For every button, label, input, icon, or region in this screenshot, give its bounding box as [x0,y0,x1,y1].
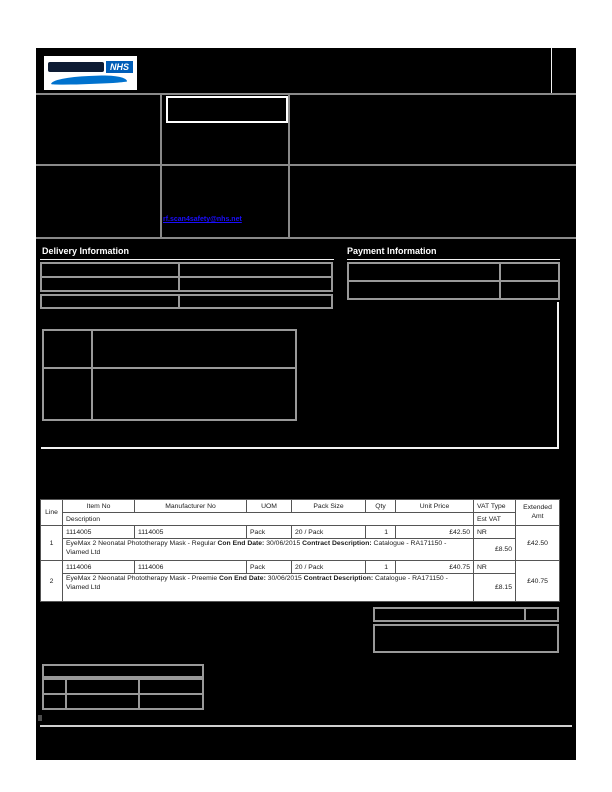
item-unit-price: £42.50 [396,526,474,539]
col-header-item-no: Item No [63,500,135,513]
nhs-wordmark: NHS [106,61,133,73]
desc-contract-value: Catalogue - RA171150 - Viamed Ltd [66,575,448,591]
item-no: 1114006 [63,561,135,574]
footer-cell [44,695,65,708]
desc-contract-label: Contract Description: [302,540,372,547]
item-qty: 1 [366,526,396,539]
delivery-table [40,262,333,292]
items-header-row-1 [41,500,560,513]
footer-table-header [42,664,204,678]
payment-label-cell [349,264,499,280]
organisation-name-redacted [48,62,104,72]
detail-label-cell [44,331,91,367]
footer-table [42,678,204,710]
desc-text: EyeMax 2 Neonatal Phototherapy Mask - Preemie [66,575,218,582]
desc-contract-label: Contract Description: [303,575,374,582]
item-qty: 1 [366,561,396,574]
col-header-qty: Qty [366,500,396,513]
item-no: 1114005 [63,526,135,539]
info-column-divider-1 [160,95,162,237]
header-bottom-divider [36,93,576,95]
desc-con-end-date-value: 30/06/2015 [266,540,301,547]
desc-con-end-date-value: 30/06/2015 [267,575,302,582]
delivery-table-extra-row [40,294,333,309]
desc-text: EyeMax 2 Neonatal Phototherapy Mask - Regular [66,540,216,547]
col-header-extended-amt: Extended Amt [516,500,560,526]
item-extended-amt: £42.50 [516,526,560,561]
order-detail-table [42,329,297,421]
totals-subtotal-row [373,607,559,622]
info-row-divider [36,164,576,166]
nhs-logo [44,56,137,90]
item-row-2b [41,574,560,602]
payment-title-underline [347,259,560,260]
payment-section-title: Payment Information [347,246,437,256]
item-est-vat: £8.15 [474,574,516,602]
item-row-2a [41,561,560,574]
terms-box-bottom-border [41,447,559,449]
item-line-no: 2 [41,561,63,602]
delivery-value-cell [180,278,331,290]
delivery-label-cell [42,278,178,290]
white-outline-box [166,96,288,123]
col-header-description: Description [63,513,474,526]
item-unit-price: £40.75 [396,561,474,574]
payment-value-cell [501,264,558,280]
item-description [63,574,474,602]
payment-value-cell [501,282,558,298]
item-description [63,539,474,561]
delivery-label-cell [42,296,178,307]
totals-label-cell [375,609,524,620]
footer-cell [140,680,202,693]
footer-cell [44,680,65,693]
item-uom: Pack [247,526,292,539]
item-pack-size: 20 / Pack [292,526,366,539]
detail-value-cell [93,331,295,367]
nhs-swoosh-graphic [51,75,127,86]
delivery-value-cell [180,296,331,307]
col-header-line: Line [41,500,63,526]
item-pack-size: 20 / Pack [292,561,366,574]
desc-con-end-date-label: Con End Date: [217,540,265,547]
info-bottom-divider [36,237,576,239]
desc-con-end-date-label: Con End Date: [219,575,266,582]
item-extended-amt: £40.75 [516,561,560,602]
item-manufacturer-no: 1114005 [135,526,247,539]
col-header-manufacturer-no: Manufacturer No [135,500,247,513]
footer-separator-line [40,725,572,727]
col-header-uom: UOM [247,500,292,513]
delivery-value-cell [180,264,331,276]
line-items-table [40,499,560,602]
footer-cell [67,695,138,708]
totals-value-cell [526,609,557,620]
delivery-section-title: Delivery Information [42,246,130,256]
footer-cell [140,695,202,708]
footer-mark [38,715,42,721]
detail-value-cell [93,369,295,419]
header-right-divider [551,48,552,93]
items-header-row-2 [41,513,560,526]
item-line-no: 1 [41,526,63,561]
desc-contract-value: Catalogue - RA171150 - Viamed Ltd [66,540,447,556]
col-header-pack-size: Pack Size [292,500,366,513]
item-uom: Pack [247,561,292,574]
item-vat-type: NR [474,526,516,539]
contact-email-link[interactable]: rf.scan4safety@nhs.net [163,216,242,223]
footer-cell [67,680,138,693]
info-column-divider-2 [288,95,290,237]
payment-label-cell [349,282,499,298]
terms-box-right-border [557,302,559,448]
totals-grand-total-box [373,624,559,653]
col-header-unit-price: Unit Price [396,500,474,513]
payment-table [347,262,560,300]
delivery-title-underline [40,259,334,260]
item-vat-type: NR [474,561,516,574]
item-est-vat: £8.50 [474,539,516,561]
col-header-est-vat: Est VAT [474,513,516,526]
item-row-1a [41,526,560,539]
delivery-label-cell [42,264,178,276]
detail-label-cell [44,369,91,419]
item-row-1b [41,539,560,561]
col-header-vat-type: VAT Type [474,500,516,513]
item-manufacturer-no: 1114006 [135,561,247,574]
